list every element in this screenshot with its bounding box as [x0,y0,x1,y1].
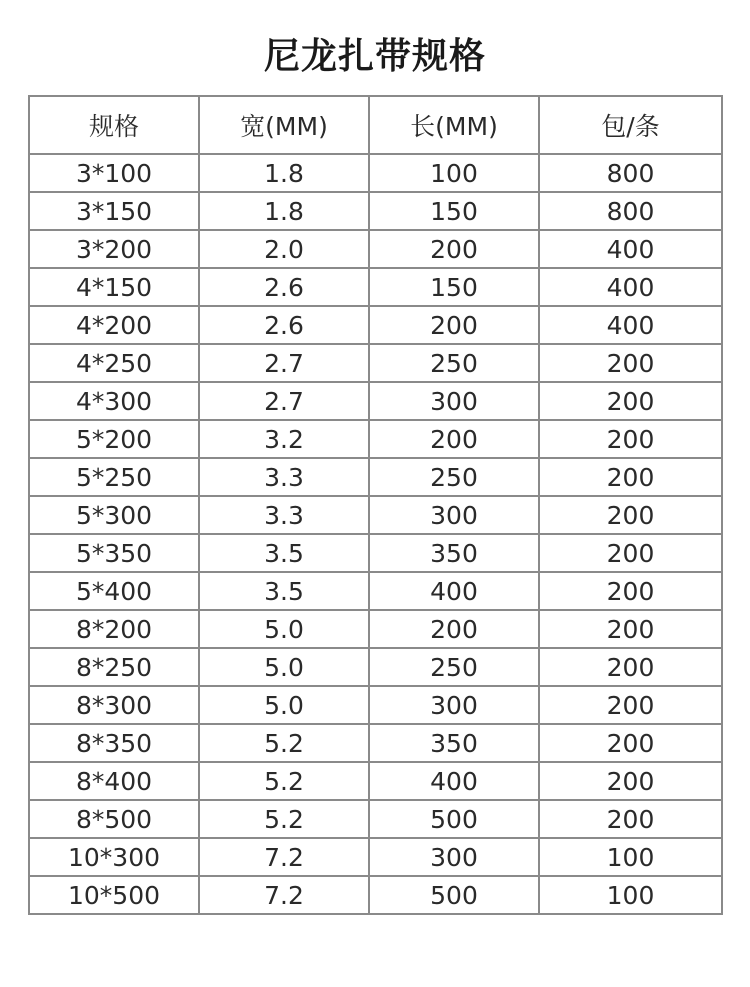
cell-spec: 5*250 [29,458,199,496]
table-row [29,154,722,192]
cell-pack-qty: 200 [539,648,722,686]
cell-width: 7.2 [199,876,369,914]
cell-width: 2.7 [199,382,369,420]
table-row [29,306,722,344]
cell-spec: 4*200 [29,306,199,344]
cell-pack-qty: 200 [539,724,722,762]
cell-length: 300 [369,686,539,724]
spec-table [28,95,723,915]
table-row [29,686,722,724]
cell-spec: 8*350 [29,724,199,762]
table-row [29,192,722,230]
cell-width: 3.5 [199,534,369,572]
table-row [29,230,722,268]
cell-width: 3.3 [199,496,369,534]
cell-spec: 8*500 [29,800,199,838]
cell-width: 5.0 [199,610,369,648]
cell-pack-qty: 200 [539,534,722,572]
cell-width: 2.6 [199,268,369,306]
cell-length: 400 [369,572,539,610]
cell-pack-qty: 200 [539,610,722,648]
cell-width: 1.8 [199,154,369,192]
cell-length: 300 [369,382,539,420]
cell-width: 5.2 [199,724,369,762]
header-length: 长(MM) [369,96,539,154]
cell-width: 1.8 [199,192,369,230]
cell-spec: 5*300 [29,496,199,534]
cell-spec: 3*200 [29,230,199,268]
cell-spec: 10*500 [29,876,199,914]
cell-length: 300 [369,838,539,876]
table-row [29,496,722,534]
cell-pack-qty: 100 [539,876,722,914]
cell-spec: 3*100 [29,154,199,192]
cell-width: 5.2 [199,800,369,838]
table-row [29,420,722,458]
cell-width: 3.3 [199,458,369,496]
table-row [29,344,722,382]
cell-length: 400 [369,762,539,800]
cell-length: 150 [369,268,539,306]
cell-spec: 5*200 [29,420,199,458]
cell-length: 200 [369,230,539,268]
cell-pack-qty: 200 [539,458,722,496]
table-row [29,572,722,610]
page-title: 尼龙扎带规格 [263,36,486,77]
table-row [29,382,722,420]
table-row [29,648,722,686]
cell-pack-qty: 200 [539,344,722,382]
cell-width: 2.6 [199,306,369,344]
cell-pack-qty: 800 [539,154,722,192]
cell-length: 350 [369,724,539,762]
table-row [29,800,722,838]
table-row [29,534,722,572]
cell-pack-qty: 100 [539,838,722,876]
cell-length: 200 [369,610,539,648]
cell-length: 250 [369,648,539,686]
table-body [29,154,722,914]
cell-width: 5.0 [199,686,369,724]
table-row [29,838,722,876]
table-row [29,268,722,306]
cell-pack-qty: 200 [539,762,722,800]
header-spec: 规格 [29,96,199,154]
cell-pack-qty: 200 [539,686,722,724]
cell-spec: 8*250 [29,648,199,686]
table-row [29,724,722,762]
cell-spec: 8*400 [29,762,199,800]
cell-length: 150 [369,192,539,230]
header-row [29,96,722,154]
cell-length: 250 [369,458,539,496]
cell-pack-qty: 400 [539,268,722,306]
cell-spec: 4*150 [29,268,199,306]
cell-width: 2.0 [199,230,369,268]
cell-spec: 3*150 [29,192,199,230]
cell-width: 3.2 [199,420,369,458]
cell-pack-qty: 200 [539,420,722,458]
header-pack-qty: 包/条 [539,96,722,154]
cell-spec: 5*350 [29,534,199,572]
cell-width: 3.5 [199,572,369,610]
cell-spec: 4*300 [29,382,199,420]
cell-width: 7.2 [199,838,369,876]
cell-pack-qty: 200 [539,382,722,420]
cell-pack-qty: 400 [539,306,722,344]
cell-width: 5.0 [199,648,369,686]
cell-length: 250 [369,344,539,382]
table-row [29,610,722,648]
cell-pack-qty: 800 [539,192,722,230]
header-width: 宽(MM) [199,96,369,154]
cell-length: 350 [369,534,539,572]
cell-pack-qty: 200 [539,496,722,534]
cell-pack-qty: 200 [539,800,722,838]
cell-spec: 8*300 [29,686,199,724]
cell-width: 5.2 [199,762,369,800]
cell-width: 2.7 [199,344,369,382]
cell-length: 500 [369,800,539,838]
cell-pack-qty: 400 [539,230,722,268]
table-row [29,458,722,496]
table-row [29,876,722,914]
cell-length: 500 [369,876,539,914]
cell-length: 300 [369,496,539,534]
cell-length: 200 [369,306,539,344]
cell-length: 200 [369,420,539,458]
cell-pack-qty: 200 [539,572,722,610]
cell-spec: 5*400 [29,572,199,610]
cell-spec: 4*250 [29,344,199,382]
cell-length: 100 [369,154,539,192]
cell-spec: 8*200 [29,610,199,648]
table-row [29,762,722,800]
cell-spec: 10*300 [29,838,199,876]
